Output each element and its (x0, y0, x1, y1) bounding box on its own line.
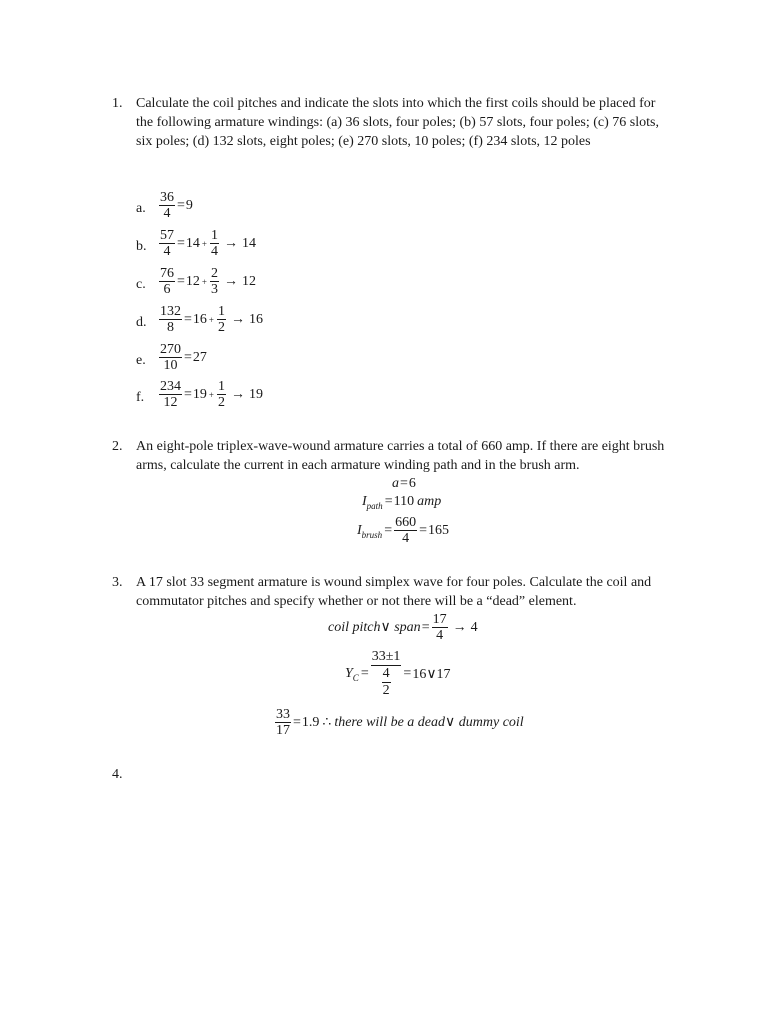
item-a-fraction: $\frac{36}{4}$ (160, 190, 174, 221)
q3-dead-coil-equation: $\frac{33}{17}$ = 1.9 ∴ there will be a dead∨ dummy coil (276, 707, 524, 738)
q2-a-equation: a = 6 (392, 476, 416, 491)
question-4-number: 4. (112, 767, 123, 782)
question-3-text: A 17 slot 33 segment armature is wound simplex wave for four poles. Calculate the coil and commutator pitches and specify whether or not there will be a “dead” element. (136, 575, 652, 609)
question-1-text: Calculate the coil pitches and indicate the slots into which the first coils should be placed for the following armature windings: (a) 36 slots, four poles; (b) 57 slots, four poles; (c) 76 slots, six poles; (d) 132 slots, eight poles; (e) 270 slots, 10 poles; (f) 234 slots, 12 poles (136, 96, 659, 149)
item-f-fraction: $\frac{234}{12}$ (160, 379, 181, 410)
question-2-number: 2. (112, 439, 123, 454)
item-c-equation: $\frac{76}{6}$ = 12 + $\frac{2}{3}$ → 12 (160, 266, 256, 297)
item-b-fraction: $\frac{57}{4}$ (160, 228, 174, 259)
item-b-label: b. (136, 239, 147, 254)
item-c-fraction: $\frac{76}{6}$ (160, 266, 174, 297)
item-d-fraction: $\frac{132}{8}$ (160, 304, 181, 335)
item-d-label: d. (136, 315, 147, 330)
item-f-label: f. (136, 390, 145, 405)
q2-ibrush-equation: I brush = $\frac{660}{4}$ = 165 (357, 515, 449, 546)
question-2-text: An eight-pole triplex-wave-wound armature carries a total of 660 amp. If there are eight brush arms, calculate the current in each armature winding path and in the brush arm. (136, 439, 665, 473)
q2-ibrush-fraction: $\frac{660}{4}$ (395, 515, 417, 546)
q3-coil-pitch-equation: coil pitch∨ span = $\frac{17}{4}$ → 4 (328, 612, 478, 643)
question-3-number: 3. (112, 575, 123, 590)
q3-coil-fraction: $\frac{17}{4}$ (432, 612, 447, 643)
item-c-remainder: $\frac{2}{3}$ (210, 266, 218, 297)
item-e-label: e. (136, 353, 146, 368)
item-f-remainder: $\frac{1}{2}$ (217, 379, 225, 410)
item-b-remainder: $\frac{1}{4}$ (210, 228, 218, 259)
question-1-number: 1. (112, 96, 123, 111)
q3-dead-fraction: $\frac{33}{17}$ (276, 707, 290, 738)
q2-ipath-equation: I path = 110 amp (362, 494, 442, 511)
item-a-label: a. (136, 201, 146, 216)
item-f-equation: $\frac{234}{12}$ = 19 + $\frac{1}{2}$ → 19 (160, 379, 263, 410)
item-a-equation: $\frac{36}{4}$ = 9 (160, 190, 193, 221)
item-b-equation: $\frac{57}{4}$ = 14 + $\frac{1}{4}$ → 14 (160, 228, 256, 259)
item-e-equation: $\frac{270}{10}$ = 27 (160, 342, 207, 373)
item-c-label: c. (136, 277, 146, 292)
item-d-equation: $\frac{132}{8}$ = 16 + $\frac{1}{2}$ → 16 (160, 304, 263, 335)
item-e-fraction: $\frac{270}{10}$ (160, 342, 181, 373)
item-d-remainder: $\frac{1}{2}$ (217, 304, 225, 335)
q3-yc-equation: Y C = 33±1 4 2 = 16∨17 (345, 649, 451, 698)
q3-yc-fraction: 33±1 4 2 (371, 649, 401, 698)
